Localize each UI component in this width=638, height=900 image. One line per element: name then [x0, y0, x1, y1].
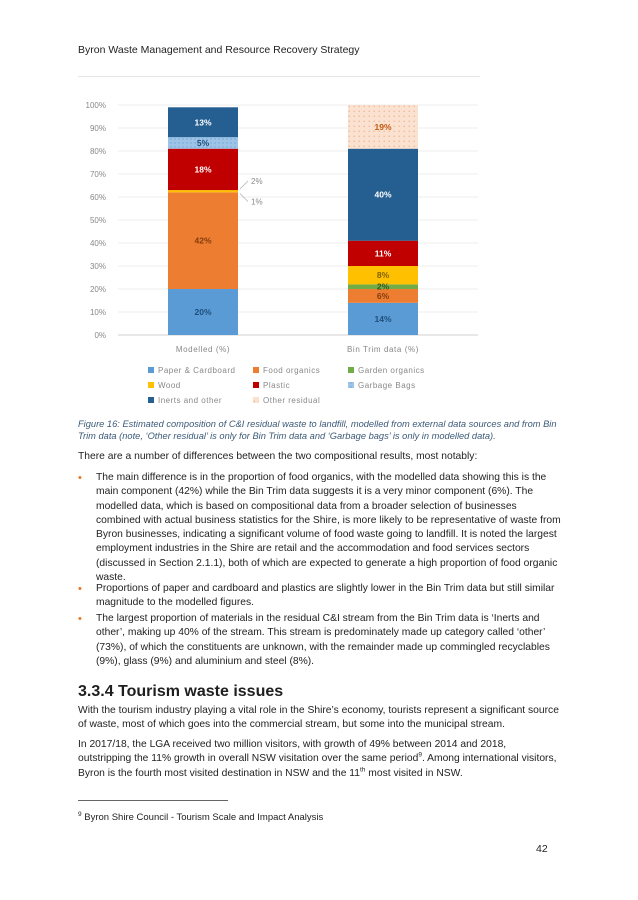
bullet-item-inerts	[78, 612, 562, 669]
bullet-text: The largest proportion of materials in the residual C&I stream from the Bin Trim data is ‘Inerts and other’, making up 40% of the stream. This stream is predominately made up category called ‘other’ (73%), of which the constituents are unknown, with the remainder made up commingled recyclables (9%), glass (9%) and aluminium and steel (8%).	[96, 613, 550, 667]
y-tick-label: 70%	[89, 170, 106, 179]
bar-segment-3-0	[168, 190, 238, 192]
legend-swatch	[253, 382, 259, 388]
y-tick-label: 80%	[89, 147, 106, 156]
y-tick-label: 10%	[89, 308, 106, 317]
footnote-divider	[78, 800, 228, 801]
data-label: 11%	[374, 248, 392, 259]
page-header-title: Byron Waste Management and Resource Recovery Strategy	[78, 44, 360, 56]
bullet-icon: •	[78, 613, 82, 625]
legend-swatch	[148, 397, 154, 403]
composition-stacked-bar-chart	[78, 90, 488, 415]
data-label: 8%	[376, 270, 390, 281]
callout-label: 1%	[251, 197, 263, 207]
callout-label: 2%	[251, 176, 263, 186]
legend-swatch	[253, 397, 259, 403]
data-label: 18%	[194, 164, 212, 175]
bullet-item-food-organics	[78, 471, 562, 585]
data-label: 20%	[194, 307, 212, 317]
y-tick-label: 40%	[89, 239, 106, 248]
y-tick-label: 50%	[89, 216, 106, 225]
bullet-text: The main difference is in the proportion of food organics, with the modelled data showing this is the main component (42%) while the Bin Trim data suggests it is a very minor component (6%). The modelled data, which is based on compositional data from a broader selection of businesses combined with actual business statistics for the Shire, is more likely to be representative of waste from Byron businesses, indicating a significant volume of food waste going to landfill. It is noted the largest employment industries in the Shire are retail and the accommodation and food services sectors (discussed in Section 2.1.1), both of which are expected to generate a high proportion of food organic waste.	[96, 472, 561, 584]
legend-entry: Plastic	[263, 381, 291, 390]
bullet-icon: •	[78, 472, 82, 484]
legend-entry: Other residual	[263, 396, 321, 405]
data-label: 2%	[376, 281, 390, 292]
ordinal-suffix: th	[359, 766, 366, 774]
callout-leader-line	[240, 194, 248, 202]
y-tick-label: 20%	[89, 285, 106, 294]
data-label: 42%	[194, 235, 212, 246]
section-heading: 3.3.4 Tourism waste issues	[78, 683, 284, 700]
footnote-number: 9	[78, 810, 82, 818]
x-category-label: Bin Trim data (%)	[347, 345, 419, 354]
legend-swatch	[253, 367, 259, 373]
x-category-label: Modelled (%)	[175, 345, 231, 354]
bullet-icon: •	[78, 583, 82, 595]
data-label: 5%	[196, 137, 210, 148]
footnote-text: Byron Shire Council - Tourism Scale and Impact Analysis	[81, 812, 324, 823]
header-divider	[78, 76, 480, 77]
y-tick-label: 60%	[89, 193, 106, 202]
bullet-item-paper-plastics	[78, 582, 562, 611]
legend-entry: Wood	[158, 381, 181, 390]
legend-entry: Garden organics	[358, 366, 425, 375]
legend-swatch	[148, 367, 154, 373]
page-number: 42	[536, 843, 548, 855]
footnote	[78, 812, 323, 823]
data-label: 13%	[194, 117, 212, 128]
bullet-text: Proportions of paper and cardboard and plastics are slightly lower in the Bin Trim data but still similar magnitude to the modelled figures.	[96, 583, 555, 609]
legend-swatch	[348, 382, 354, 388]
y-tick-label: 30%	[89, 262, 106, 271]
tourism-paragraph-1: With the tourism industry playing a vital role in the Shire’s economy, tourists represent a significant source of waste, most of which goes into the commercial stream, but some into the municipal stream.	[78, 705, 559, 731]
intro-paragraph: There are a number of differences between the two compositional results, most notably:	[78, 451, 478, 462]
y-tick-label: 90%	[89, 124, 106, 133]
legend-entry: Food organics	[263, 366, 321, 375]
data-label: 14%	[374, 313, 392, 324]
legend-entry: Paper & Cardboard	[158, 366, 236, 375]
data-label: 19%	[374, 121, 392, 132]
footnote-reference[interactable]: 9	[418, 751, 422, 759]
y-tick-label: 0%	[94, 331, 106, 340]
callout-leader-line	[240, 181, 248, 189]
legend-entry: Inerts and other	[158, 396, 223, 405]
figure-caption: Figure 16: Estimated composition of C&I residual waste to landfill, modelled from external data sources and from Bin Trim data (note, ‘Other residual’ is only for Bin Trim data and ‘Garbage bags’ is only in modelled data).	[78, 419, 557, 441]
paragraph-text: In 2017/18, the LGA received two million visitors, with growth of 49% between 2014 and 2018, outstripping the 11% growth in overall NSW visitation over the same period	[78, 739, 507, 765]
legend-entry: Garbage Bags	[358, 381, 416, 390]
y-tick-label: 100%	[85, 101, 106, 110]
legend-swatch	[348, 367, 354, 373]
tourism-paragraph-2	[78, 738, 562, 781]
paragraph-text: . Among international visitors, Byron is the fourth most visited destination in NSW and the 11	[78, 753, 557, 779]
paragraph-text: most visited in NSW.	[365, 767, 463, 779]
data-label: 40%	[374, 189, 392, 200]
legend-swatch	[148, 382, 154, 388]
data-label: 6%	[376, 290, 390, 301]
